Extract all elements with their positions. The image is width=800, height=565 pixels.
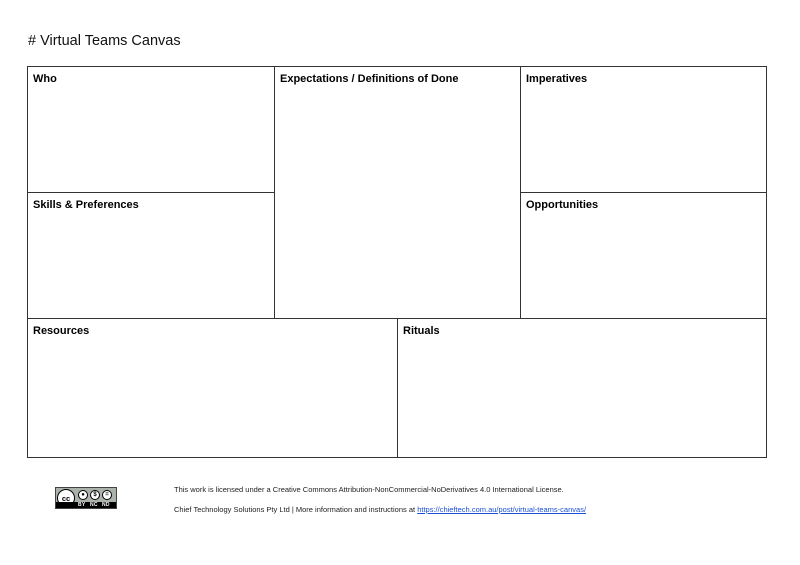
skills-section [27, 192, 275, 319]
canvas-info-link[interactable]: https://chieftech.com.au/post/virtual-teams-canvas/ [417, 505, 587, 514]
nd-equals-icon: = [102, 490, 112, 500]
credit-text: Chief Technology Solutions Pty Ltd | More information and instructions at [174, 505, 418, 514]
rituals-label: Rituals [403, 325, 440, 337]
badge-nc: NC [90, 502, 98, 508]
opportunities-label: Opportunities [526, 199, 599, 211]
canvas-grid [27, 66, 767, 458]
badge-nd: ND [102, 502, 110, 508]
who-section [27, 66, 275, 193]
skills-label: Skills & Preferences [33, 199, 139, 211]
opportunities-section [520, 192, 767, 319]
who-label: Who [33, 73, 57, 85]
imperatives-section [520, 66, 767, 193]
resources-section [27, 318, 398, 458]
badge-terms [56, 502, 116, 508]
expectations-section [274, 66, 521, 319]
cc-license-badge[interactable] [55, 487, 117, 509]
rituals-section [397, 318, 767, 458]
imperatives-label: Imperatives [526, 73, 588, 85]
by-person-icon: ● [78, 490, 88, 500]
license-text: This work is licensed under a Creative Commons Attribution-NonCommercial-NoDerivatives 4.0 International License. [174, 485, 564, 494]
credit-line [174, 505, 586, 514]
expectations-label: Expectations / Definitions of Done [280, 73, 459, 85]
badge-by: BY [78, 502, 86, 508]
page-title: # Virtual Teams Canvas [28, 33, 181, 49]
badge-icons [56, 488, 116, 502]
cc-icon: cc [57, 489, 75, 507]
resources-label: Resources [33, 325, 90, 337]
nc-dollar-icon: $ [90, 490, 100, 500]
